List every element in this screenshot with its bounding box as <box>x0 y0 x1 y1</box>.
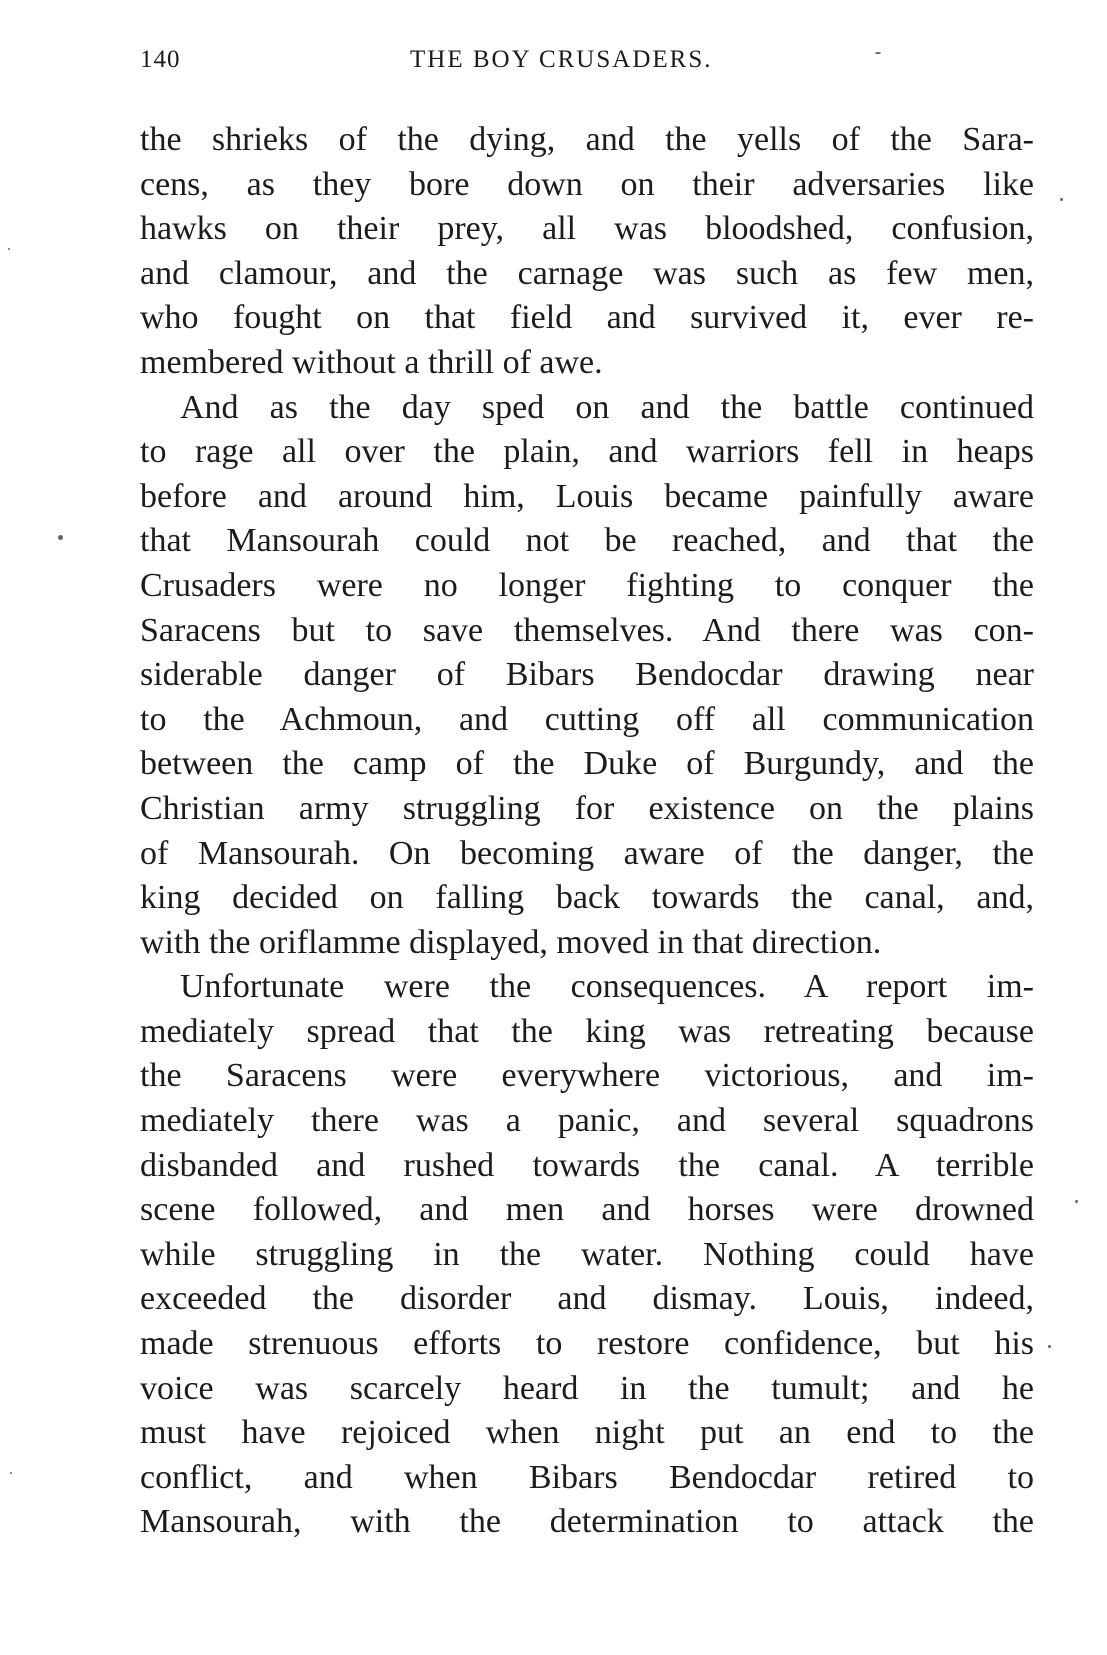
paragraph-start: Unfortunate were the consequences. A report im- <box>180 968 1034 1006</box>
scan-speck <box>1060 198 1063 201</box>
text-line: of Mansourah. On becoming aware of the danger, the <box>140 834 1034 872</box>
book-title: THE BOY CRUSADERS. <box>410 46 713 73</box>
running-head <box>140 46 1040 86</box>
text-line: with the oriflamme displayed, moved in that direction. <box>140 923 882 961</box>
text-line: Christian army struggling for existence on the plains <box>140 789 1034 827</box>
scan-speck <box>58 535 63 540</box>
text-line: cens, as they bore down on their adversaries like <box>140 165 1034 203</box>
text-line: hawks on their prey, all was bloodshed, confusion, <box>140 210 1034 248</box>
text-line: between the camp of the Duke of Burgundy, and the <box>140 745 1034 783</box>
text-line: who fought on that field and survived it, ever re- <box>140 299 1034 337</box>
text-line: that Mansourah could not be reached, and that the <box>140 522 1034 560</box>
text-line: siderable danger of Bibars Bendocdar drawing near <box>140 656 1034 694</box>
text-line: while struggling in the water. Nothing could have <box>140 1235 1034 1273</box>
text-line: made strenuous efforts to restore confidence, but his <box>140 1325 1034 1363</box>
text-line: the Saracens were everywhere victorious, and im- <box>140 1057 1034 1095</box>
text-line: Saracens but to save themselves. And there was con- <box>140 611 1034 649</box>
scan-speck <box>1075 1200 1078 1203</box>
paragraph-start: And as the day sped on and the battle continued <box>180 388 1034 426</box>
scan-speck <box>875 52 881 54</box>
text-line: voice was scarcely heard in the tumult; and he <box>140 1369 1034 1407</box>
text-line: mediately spread that the king was retreating because <box>140 1012 1034 1050</box>
text-line: scene followed, and men and horses were drowned <box>140 1191 1034 1229</box>
text-line: exceeded the disorder and dismay. Louis, indeed, <box>140 1280 1034 1318</box>
text-line: Crusaders were no longer fighting to conquer the <box>140 566 1034 604</box>
text-line: disbanded and rushed towards the canal. A terrible <box>140 1146 1034 1184</box>
scan-speck <box>10 1472 12 1474</box>
scan-speck <box>1048 1345 1051 1348</box>
text-line: before and around him, Louis became painfully aware <box>140 477 1034 515</box>
text-line: to the Achmoun, and cutting off all communication <box>140 700 1034 738</box>
text-line: king decided on falling back towards the canal, and, <box>140 879 1034 917</box>
text-line: to rage all over the plain, and warriors fell in heaps <box>140 433 1034 471</box>
text-line: mediately there was a panic, and several squadrons <box>140 1102 1034 1140</box>
text-line: the shrieks of the dying, and the yells of the Sara- <box>140 121 1034 158</box>
scan-speck <box>8 248 10 250</box>
text-line: conflict, and when Bibars Bendocdar retired to <box>140 1458 1034 1496</box>
body-text <box>140 118 1034 1545</box>
text-line: and clamour, and the carnage was such as few men, <box>140 254 1034 292</box>
text-line: Mansourah, with the determination to attack the <box>140 1503 1034 1541</box>
text-line: membered without a thrill of awe. <box>140 343 603 381</box>
page-number: 140 <box>140 46 181 73</box>
text-line: must have rejoiced when night put an end to the <box>140 1414 1034 1452</box>
